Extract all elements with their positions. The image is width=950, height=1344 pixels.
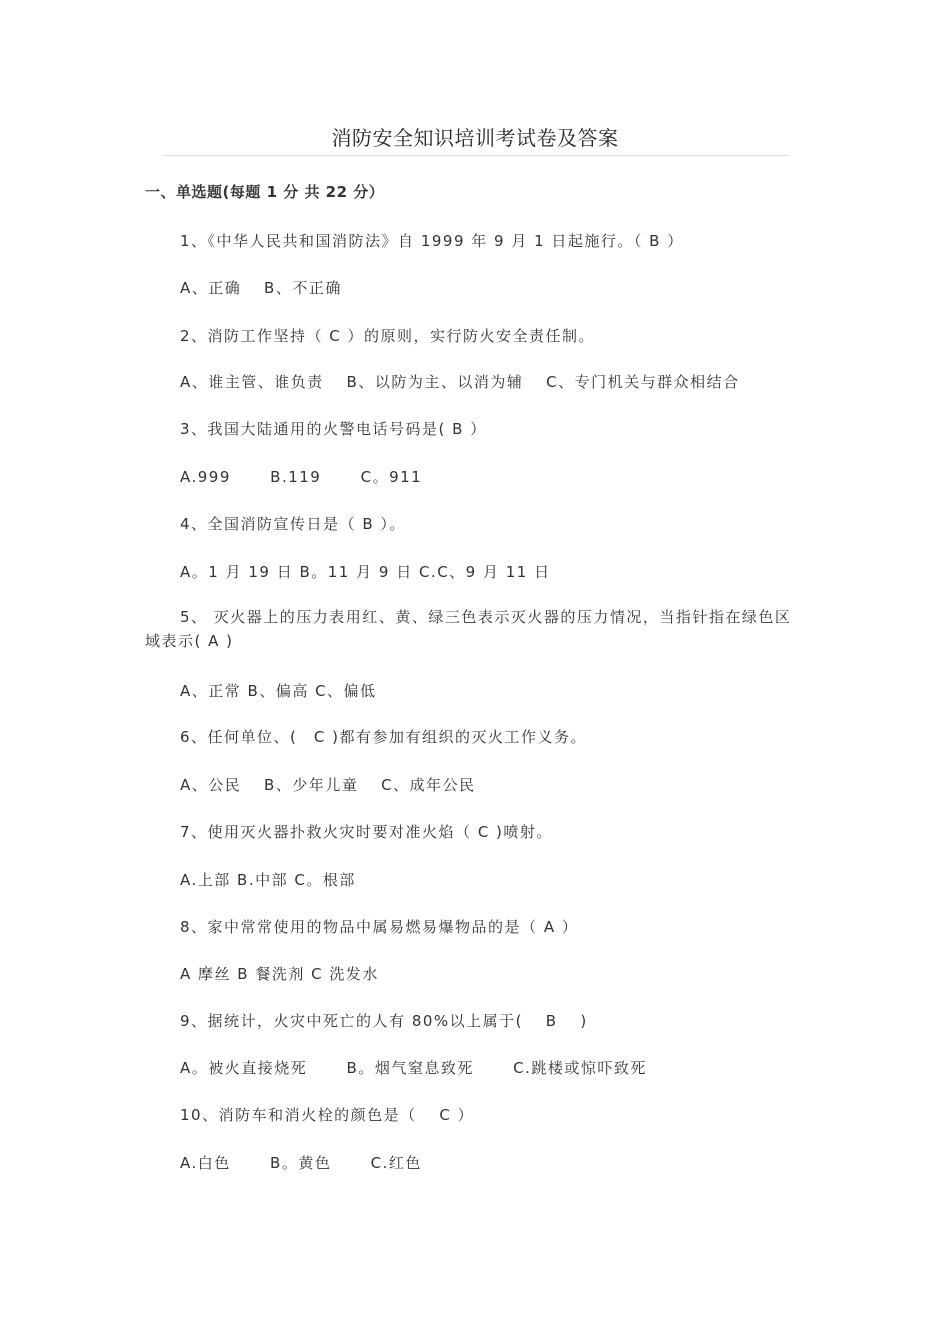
question-3-options: A.999 B.119 C。911 — [180, 468, 423, 486]
question-2-options: A、谁主管、谁负责 B、以防为主、以消为辅 C、专门机关与群众相结合 — [180, 373, 740, 391]
question-5-options: A、正常 B、偏高 C、偏低 — [180, 682, 377, 700]
question-7-options: A.上部 B.中部 C。根部 — [180, 871, 356, 889]
question-2: 2、消防工作坚持（ C ）的原则，实行防火安全责任制。 — [180, 327, 596, 345]
title-divider — [163, 155, 788, 156]
question-9-options: A。被火直接烧死 B。烟气窒息致死 C.跳楼或惊吓致死 — [180, 1059, 647, 1077]
question-9: 9、据统计，火灾中死亡的人有 80%以上属于( B ) — [180, 1012, 588, 1030]
question-1: 1、《中华人民共和国消防法》自 1999 年 9 月 1 日起施行。（ B ） — [180, 232, 684, 250]
question-6-options: A、公民 B、少年儿童 C、成年公民 — [180, 776, 476, 794]
question-1-options: A、正确 B、不正确 — [180, 279, 342, 297]
question-10-options: A.白色 B。黄色 C.红色 — [180, 1154, 422, 1172]
question-6: 6、任何单位、( C )都有参加有组织的灭火工作义务。 — [180, 728, 587, 746]
question-4-options: A。1 月 19 日 B。11 月 9 日 C.C、9 月 11 日 — [180, 563, 551, 581]
question-5: 5、 灭火器上的压力表用红、黄、绿三色表示灭火器的压力情况，当指针指在绿色区域表示( A ) — [145, 608, 792, 650]
question-8-options: A 摩丝 B 餐洗剂 C 洗发水 — [180, 965, 379, 983]
question-3: 3、我国大陆通用的火警电话号码是( B ） — [180, 420, 487, 438]
question-4: 4、全国消防宣传日是（ B ）。 — [180, 515, 406, 533]
question-7: 7、使用灭火器扑救火灾时要对准火焰（ C )喷射。 — [180, 823, 553, 841]
section-heading: 一、单选题(每题 1 分 共 22 分） — [145, 183, 385, 201]
question-10: 10、消防车和消火栓的颜色是（ C ） — [180, 1106, 475, 1124]
document-title: 消防安全知识培训考试卷及答案 — [331, 126, 619, 150]
question-8: 8、家中常常使用的物品中属易燃易爆物品的是（ A ） — [180, 918, 579, 936]
